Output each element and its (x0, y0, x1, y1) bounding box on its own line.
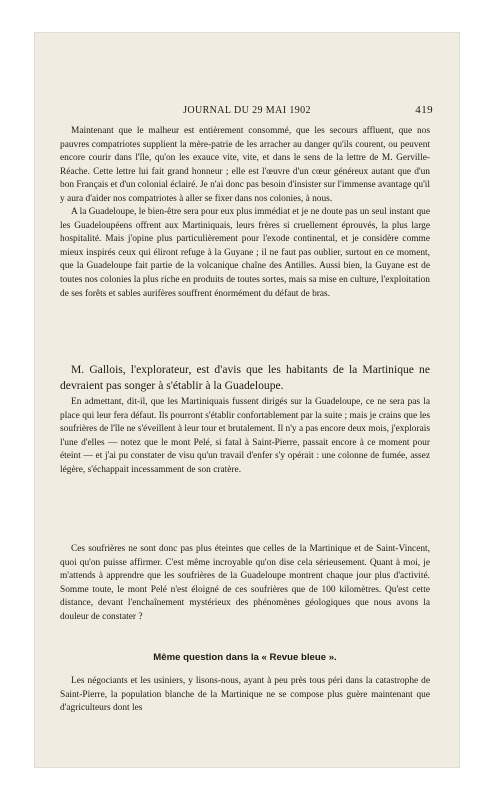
paragraph-7: Les négociants et les usiniers, y lisons-nous, ayant à peu près tous péri dans la catastrophe de Saint-Pierre, la population blanche de la Martinique ne se compose plus guère maintenant que d'agriculteurs dont les (60, 676, 430, 714)
body-text-block-1 (60, 125, 430, 301)
page-number: 419 (415, 104, 433, 116)
running-header (61, 105, 433, 119)
document-page (34, 32, 460, 768)
paragraph-3: M. Gallois, l'explorateur, est d'avis que les habitants de la Martinique ne devraient pas songer à s'établir à la Guadeloupe. (60, 363, 430, 392)
body-text-block-2 (60, 396, 430, 477)
paragraph-1: Maintenant que le malheur est entièrement consommé, que les secours affluent, que nos pauvres compatriotes supplient la mère-patrie de les arracher au danger qu'ils courent, ou peuvent encore courir dans l'île, qu'on les exauce vite, vite, et dans le sens de la lettre de M. Gerville-Réache. Cette lettre lui fait grand honneur ; elle est l'œuvre d'un cœur généreux autant que d'un bon Français et d'un colonial éclairé. Je n'ai donc pas besoin d'insister sur l'immense avantage qu'il y aura d'aider nos compatriotes à aller se fixer dans nos colonies, à nous. (60, 126, 430, 204)
paragraph-5: Ces soufrières ne sont donc pas plus éteintes que celles de la Martinique et de Saint-Vincent, quoi qu'on puisse affirmer. C'est même incroyable qu'on dise cela sérieusement. Quant à moi, je m'attends à apprendre que les soufrières de la Guadeloupe montrent chaque jour plus d'activité. Somme toute, le mont Pelé n'est éloigné de ces soufrières que de 100 kilomètres. Qu'est cette distance, devant l'enchaînement mystérieux des phénomènes géologiques que nous avons la douleur de constater ? (60, 544, 430, 622)
journal-title: JOURNAL DU 29 MAI 1902 (183, 105, 311, 116)
paragraph-2: A la Guadeloupe, le bien-être sera pour eux plus immédiat et je ne doute pas un seul instant que les Guadeloupéens offrent aux Martiniquais, leurs frères si cruellement éprouvés, la plus large hospitalité. Mais j'opine plus particulièrement pour l'exode continental, et je considère comme mieux inspirés ceux qui éliront refuge à la Guyane ; il ne faut pas oublier, surtout en ce moment, que la Guadeloupe fait partie de la volcanique chaîne des Antilles. Aussi bien, la Guyane est de toutes nos colonies la plus riche en produits de toutes sortes, mais sa mise en culture, l'exploitation de ses forêts et sables aurifères souffrent énormément du défaut de bras. (60, 207, 430, 299)
section-heading: Même question dans la « Revue bleue ». (153, 652, 337, 663)
body-text-block-4 (60, 675, 430, 716)
paragraph-4: En admettant, dit-il, que les Martiniquais fussent dirigés sur la Guadeloupe, ce ne sera pas la place qui leur fera défaut. Ils pourront s'établir confortablement par la suite ; mais je crains que les soufrières de l'île ne s'éveillent à leur tour et brutalement. Il n'y a pas encore deux mois, j'explorais l'une d'elles — notez que le mont Pelé, si fatal à Saint-Pierre, passait encore à ce moment pour éteint — et j'ai pu constater de visu qu'un travail d'enfer s'y opérait : une colonne de fumée, assez légère, s'échappait incessamment de son cratère. (60, 397, 430, 475)
highlighted-paragraph (60, 362, 430, 393)
body-text-block-3 (60, 543, 430, 624)
